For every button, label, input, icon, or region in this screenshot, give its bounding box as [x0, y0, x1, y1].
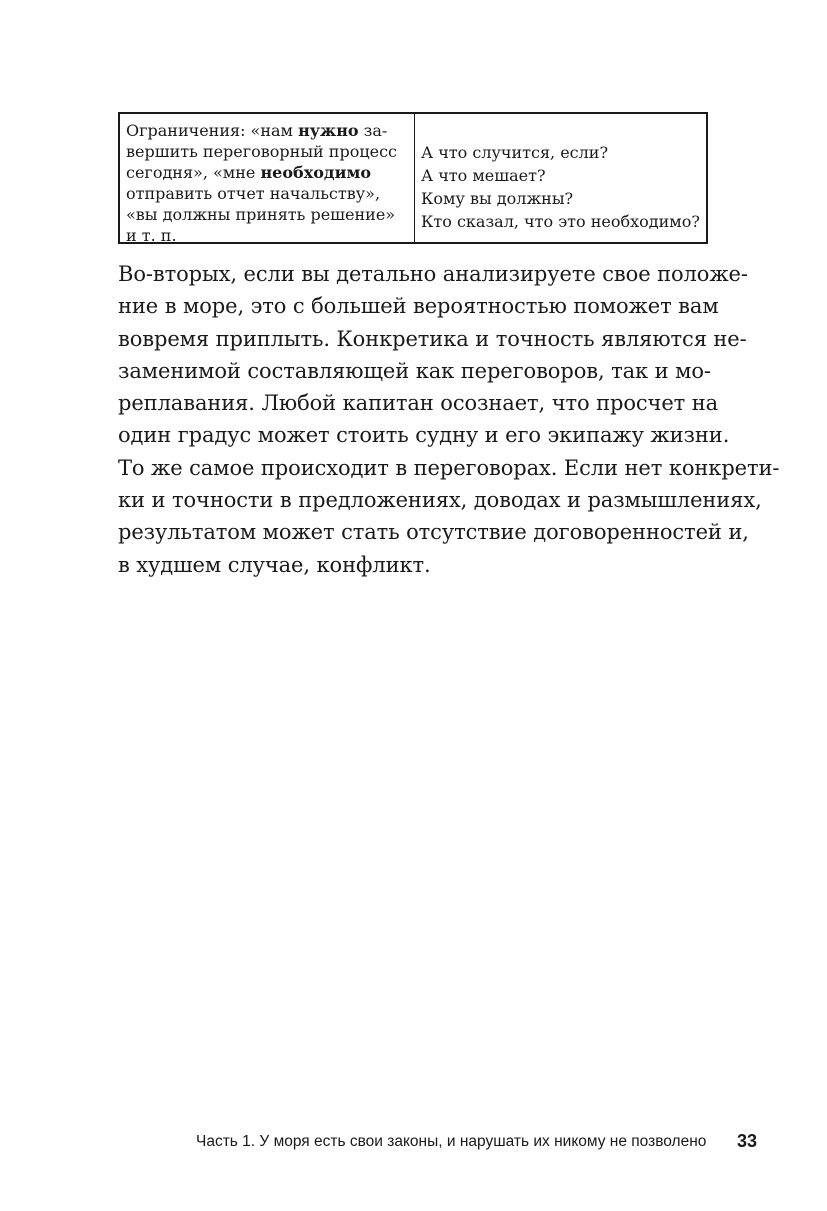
question-item: Кто сказал, что это необходимо? — [421, 212, 700, 231]
bold-word: нужно — [298, 121, 359, 140]
table-line — [126, 162, 408, 183]
table-line: отправить отчет начальству», — [126, 184, 381, 203]
question-item: Кому вы должны? — [421, 189, 574, 208]
paragraph-line: один градус может стоить судну и его экипажу жизни. — [118, 423, 730, 448]
paragraph-line: результатом может стать отсутствие договоренностей и, — [118, 520, 749, 545]
text-span: Ограничения: «нам — [126, 121, 299, 140]
page-number: 33 — [737, 1131, 758, 1151]
bold-word: необходимо — [260, 163, 372, 182]
table-line: вершить переговорный процесс — [126, 142, 398, 161]
question-item: А что мешает? — [421, 166, 546, 185]
paragraph-line: ки и точности в предложениях, доводах и размышлениях, — [118, 488, 762, 513]
paragraph-line: в худшем случае, конфликт. — [118, 552, 431, 577]
paragraph-line: вовремя приплыть. Конкретика и точность являются не- — [118, 326, 747, 351]
table-line: и т. п. — [126, 226, 177, 245]
paragraph-line: заменимой составляющей как переговоров, так и мо- — [118, 358, 711, 383]
text-span: за- — [358, 121, 388, 140]
table-cell-limitations — [120, 114, 415, 245]
paragraph-line: ние в море, это с большей вероятностью поможет вам — [118, 294, 719, 319]
question-item: А что случится, если? — [421, 143, 609, 162]
paragraph-line: Во-вторых, если вы детально анализируете свое положе- — [118, 262, 748, 286]
table-cell-questions — [415, 114, 706, 242]
table-line — [126, 120, 408, 141]
table-line: «вы должны принять решение» — [126, 205, 396, 224]
paragraph-line: То же самое происходит в переговорах. Если нет конкрети- — [118, 455, 780, 480]
body-paragraph — [118, 258, 780, 581]
questions-table — [118, 112, 708, 244]
paragraph-line: реплавания. Любой капитан осознает, что просчет на — [118, 391, 719, 416]
running-title: Часть 1. У моря есть свои законы, и нарушать их никому не позволено — [196, 1133, 707, 1150]
text-span: сегодня», «мне — [126, 163, 261, 182]
